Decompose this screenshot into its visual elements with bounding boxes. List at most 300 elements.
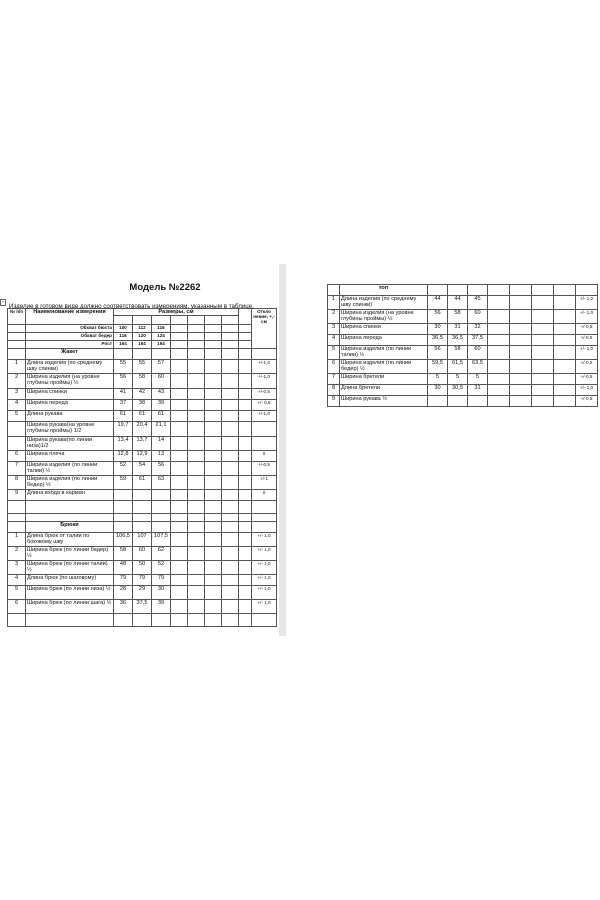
param-label: Рост (26, 341, 114, 349)
size-value: 107 (133, 533, 152, 547)
row-name: Ширина брюк (по линии низа) ½ (26, 586, 114, 600)
size-value: 21,1 (152, 422, 171, 437)
size-value: 36,5 (448, 335, 468, 346)
param-label: Обхват бедер (26, 333, 114, 341)
row-num: 7 (8, 462, 26, 476)
blank-cell (171, 437, 188, 451)
param-blank (239, 333, 252, 341)
measurement-row (8, 374, 277, 389)
blank-cell (171, 514, 188, 522)
measurement-row (328, 385, 598, 396)
blank-cell (188, 600, 205, 614)
size-value: 32 (468, 324, 488, 335)
size-value: 30 (428, 324, 448, 335)
size-value: 60 (133, 547, 152, 561)
section-num (8, 349, 26, 360)
blank-cell (205, 476, 222, 490)
header-blank (114, 316, 133, 325)
blank-cell (554, 296, 576, 310)
blank-cell (239, 514, 252, 522)
row-num: 2 (328, 310, 340, 324)
row-name: Длина рукава (26, 411, 114, 422)
deviation-value (252, 422, 277, 437)
blank-cell (554, 374, 576, 385)
blank-cell (532, 296, 554, 310)
blank-cell (510, 296, 532, 310)
blank-cell (188, 400, 205, 411)
size-value: 55 (133, 360, 152, 374)
section-title: Брюки (26, 522, 114, 533)
measurement-row (328, 374, 598, 385)
size-value: 31 (468, 385, 488, 396)
row-name: Длина входа в карман (26, 490, 114, 501)
blank-cell (222, 389, 239, 400)
size-value: 37,5 (133, 600, 152, 614)
blank-cell (8, 514, 26, 522)
section-blank (205, 349, 222, 360)
blank-cell (171, 400, 188, 411)
size-value: 37 (114, 400, 133, 411)
param-value: 116 (152, 325, 171, 333)
header-blank (205, 316, 222, 325)
blank-cell (239, 561, 252, 575)
measurement-row (8, 586, 277, 600)
param-row (8, 333, 277, 341)
section-blank (222, 349, 239, 360)
section-blank (133, 349, 152, 360)
deviation-value: 0 (252, 451, 277, 462)
param-blank (205, 341, 222, 349)
row-name: Ширина рукава(на уровне глубины проймы) 1/2 (26, 422, 114, 437)
blank-cell (239, 422, 252, 437)
measurement-row (8, 437, 277, 451)
blank-cell (171, 374, 188, 389)
row-num: 1 (328, 296, 340, 310)
blank-cell (205, 614, 222, 627)
size-value: 30 (152, 586, 171, 600)
measurement-row (328, 360, 598, 374)
row-num: 6 (328, 360, 340, 374)
section-blank (171, 522, 188, 533)
deviation-value: +/- 1,0 (576, 346, 598, 360)
size-value: 5 (468, 374, 488, 385)
blank-cell (133, 514, 152, 522)
section-blank (114, 349, 133, 360)
param-num (8, 333, 26, 341)
blank-cell (171, 614, 188, 627)
size-value: 60 (152, 374, 171, 389)
blank-cell (222, 600, 239, 614)
blank-cell (510, 310, 532, 324)
deviation-value: +/- 0,5 (252, 400, 277, 411)
section-blank (152, 349, 171, 360)
measurement-row (8, 451, 277, 462)
blank-cell (171, 547, 188, 561)
deviation-value: +/-0,5 (576, 324, 598, 335)
blank-cell (205, 389, 222, 400)
measurement-row (8, 490, 277, 501)
deviation-value: +/- 1,0 (252, 586, 277, 600)
size-value: 79 (152, 575, 171, 586)
blank-cell (171, 422, 188, 437)
blank-cell (488, 296, 510, 310)
blank-cell (171, 533, 188, 547)
blank-cell (205, 533, 222, 547)
size-value: 58 (448, 346, 468, 360)
size-value (133, 490, 152, 501)
row-num: 6 (8, 600, 26, 614)
blank-cell (222, 437, 239, 451)
measurement-row (8, 411, 277, 422)
row-name: Длина брюк (по шаговому) (26, 575, 114, 586)
row-name: Ширина изделия (на уровне глубины проймы) ½ (340, 310, 428, 324)
param-blank (222, 341, 239, 349)
row-name: Ширина брюк (по линии талии) ½ (26, 561, 114, 575)
row-num: 3 (328, 324, 340, 335)
param-row (8, 341, 277, 349)
param-value: 120 (133, 333, 152, 341)
blank-cell (554, 346, 576, 360)
blank-cell (488, 335, 510, 346)
blank-cell (222, 400, 239, 411)
param-blank (171, 341, 188, 349)
blank-cell (188, 501, 205, 514)
size-value: 39 (152, 400, 171, 411)
blank-cell (188, 451, 205, 462)
page-title: Модель №2262 (129, 282, 201, 293)
blank-cell (188, 575, 205, 586)
param-blank (188, 341, 205, 349)
blank-cell (205, 451, 222, 462)
row-num: 8 (328, 385, 340, 396)
param-blank (205, 325, 222, 333)
deviation-value: +/-0,5 (576, 335, 598, 346)
blank-cell (222, 451, 239, 462)
row-num: 9 (328, 396, 340, 407)
deviation-value: +/- 1,0 (252, 533, 277, 547)
section-blank (532, 285, 554, 296)
blank-cell (239, 451, 252, 462)
section-num (328, 285, 340, 296)
size-value: 59 (114, 476, 133, 490)
size-value: 56 (114, 374, 133, 389)
blank-cell (188, 422, 205, 437)
blank-cell (252, 614, 277, 627)
row-num: 7 (328, 374, 340, 385)
section-blank (133, 522, 152, 533)
size-value: 57 (152, 360, 171, 374)
section-blank (488, 285, 510, 296)
blank-cell (171, 451, 188, 462)
blank-cell (205, 547, 222, 561)
blank-cell (188, 561, 205, 575)
size-value (152, 490, 171, 501)
blank-cell (171, 389, 188, 400)
blank-cell (171, 600, 188, 614)
blank-cell (26, 614, 114, 627)
section-blank (114, 522, 133, 533)
size-value: 62 (152, 547, 171, 561)
blank-cell (205, 360, 222, 374)
row-name: Длина изделия (по среднему шву спинки) (26, 360, 114, 374)
blank-cell (532, 396, 554, 407)
deviation-value: +/-0,5 (576, 396, 598, 407)
blank-cell (239, 547, 252, 561)
param-value: 116 (114, 333, 133, 341)
size-value: 36 (114, 600, 133, 614)
size-value: 61 (114, 411, 133, 422)
deviation-value: +/- 1,0 (252, 575, 277, 586)
deviation-value: +/-0,5 (252, 389, 277, 400)
blank-cell (222, 422, 239, 437)
size-value: 79 (114, 575, 133, 586)
measurement-row (8, 600, 277, 614)
spacer-row (8, 614, 277, 627)
size-value: 61 (152, 411, 171, 422)
row-name: Ширина переда (340, 335, 428, 346)
row-name: Ширина спинки (340, 324, 428, 335)
blank-cell (252, 501, 277, 514)
blank-cell (532, 385, 554, 396)
section-num (8, 522, 26, 533)
blank-cell (188, 490, 205, 501)
param-blank (222, 333, 239, 341)
size-value: 61,5 (448, 360, 468, 374)
jacket-pants-size-table (7, 308, 277, 627)
row-num: 9 (8, 490, 26, 501)
size-value: 12,8 (114, 451, 133, 462)
row-num: 3 (8, 389, 26, 400)
row-num: 4 (328, 335, 340, 346)
size-value: 56 (428, 346, 448, 360)
blank-cell (8, 501, 26, 514)
blank-cell (510, 374, 532, 385)
blank-cell (554, 360, 576, 374)
size-value: 58 (448, 310, 468, 324)
blank-cell (222, 575, 239, 586)
size-value: 31 (448, 324, 468, 335)
section-row (328, 285, 598, 296)
param-value: 112 (133, 325, 152, 333)
measurement-row (328, 324, 598, 335)
param-num (8, 341, 26, 349)
size-value: 79 (133, 575, 152, 586)
size-value: 58 (133, 374, 152, 389)
size-value: 13 (152, 451, 171, 462)
row-num: 3 (8, 561, 26, 575)
row-name: Ширина изделия (на уровне глубины проймы) ½ (26, 374, 114, 389)
param-blank (239, 325, 252, 333)
blank-cell (239, 374, 252, 389)
section-blank (188, 522, 205, 533)
blank-cell (188, 411, 205, 422)
blank-cell (239, 462, 252, 476)
blank-cell (239, 476, 252, 490)
blank-cell (152, 614, 171, 627)
blank-cell (152, 501, 171, 514)
section-blank (152, 522, 171, 533)
size-value: 56 (152, 462, 171, 476)
blank-cell (188, 360, 205, 374)
blank-cell (222, 490, 239, 501)
blank-cell (222, 411, 239, 422)
blank-cell (171, 360, 188, 374)
blank-cell (239, 411, 252, 422)
top-size-table (327, 284, 598, 407)
header-num: № п/п (8, 309, 26, 325)
blank-cell (205, 422, 222, 437)
param-blank (188, 333, 205, 341)
blank-cell (222, 561, 239, 575)
size-value: 28 (114, 586, 133, 600)
blank-cell (114, 614, 133, 627)
row-num: 5 (328, 346, 340, 360)
measurement-row (8, 476, 277, 490)
blank-cell (532, 324, 554, 335)
section-row (8, 349, 277, 360)
blank-cell (239, 575, 252, 586)
size-value: 43 (152, 389, 171, 400)
size-value: 30,5 (448, 385, 468, 396)
deviation-value: +/- 1,0 (576, 385, 598, 396)
blank-cell (133, 501, 152, 514)
header-blank (188, 316, 205, 325)
size-value: 12,9 (133, 451, 152, 462)
size-value: 59,5 (428, 360, 448, 374)
size-value: 5 (448, 374, 468, 385)
spacer-row (8, 514, 277, 522)
blank-cell (205, 586, 222, 600)
size-value: 20,4 (133, 422, 152, 437)
blank-cell (188, 586, 205, 600)
section-blank (239, 522, 252, 533)
blank-cell (239, 437, 252, 451)
blank-cell (510, 335, 532, 346)
row-name: Ширина брюк (по линии бедер) ½ (26, 547, 114, 561)
section-blank (252, 349, 277, 360)
blank-cell (554, 335, 576, 346)
deviation-value: +/-1,0 (252, 360, 277, 374)
blank-cell (222, 614, 239, 627)
deviation-value: +/-0,5 (576, 360, 598, 374)
size-value: 63,5 (468, 360, 488, 374)
blank-cell (188, 389, 205, 400)
blank-cell (554, 396, 576, 407)
row-name: Длина брюк от талии по боковому шву (26, 533, 114, 547)
blank-cell (239, 533, 252, 547)
blank-cell (188, 437, 205, 451)
blank-cell (205, 400, 222, 411)
blank-cell (239, 586, 252, 600)
section-blank (222, 522, 239, 533)
deviation-value: +/- 1,0 (252, 561, 277, 575)
blank-cell (188, 547, 205, 561)
size-value: 38 (133, 400, 152, 411)
blank-cell (510, 396, 532, 407)
blank-cell (222, 533, 239, 547)
blank-cell (114, 501, 133, 514)
size-value: 5 (428, 374, 448, 385)
size-value: 50 (133, 561, 152, 575)
section-blank (239, 349, 252, 360)
blank-cell (171, 575, 188, 586)
section-blank (171, 349, 188, 360)
section-blank (468, 285, 488, 296)
blank-cell (532, 360, 554, 374)
measurement-row (8, 561, 277, 575)
blank-cell (532, 310, 554, 324)
blank-cell (488, 346, 510, 360)
size-value: 52 (114, 462, 133, 476)
row-name: Длина изделия (по среднему шву спинки) (340, 296, 428, 310)
row-name: Ширина изделия (по линии бедер) ½ (26, 476, 114, 490)
row-num (8, 437, 26, 451)
size-value: 13,4 (114, 437, 133, 451)
size-value: 14 (152, 437, 171, 451)
header-blank (222, 316, 239, 325)
header-name: Наименование измерения (26, 309, 114, 325)
left-table-body (8, 309, 277, 627)
size-value: 60 (468, 310, 488, 324)
size-value: 19,7 (114, 422, 133, 437)
blank-cell (205, 462, 222, 476)
deviation-value: +/- 1,0 (252, 600, 277, 614)
size-value: 61 (133, 411, 152, 422)
header-row (8, 309, 277, 316)
blank-cell (171, 490, 188, 501)
row-name: Ширина изделия (по линии бедер) ½ (340, 360, 428, 374)
deviation-value: 0 (252, 490, 277, 501)
blank-cell (222, 501, 239, 514)
row-name: Ширина переда (26, 400, 114, 411)
row-num: 1 (8, 533, 26, 547)
blank-cell (222, 476, 239, 490)
param-value: 100 (114, 325, 133, 333)
measurement-row (8, 422, 277, 437)
section-blank (554, 285, 576, 296)
row-name: Ширина рукава(по линии низа)1/2 (26, 437, 114, 451)
blank-cell (488, 324, 510, 335)
param-blank (222, 325, 239, 333)
measurement-row (328, 310, 598, 324)
section-blank (428, 285, 448, 296)
row-num: 4 (8, 575, 26, 586)
blank-cell (205, 437, 222, 451)
row-name: Ширина изделия (по линии талии) ½ (340, 346, 428, 360)
header-blank (152, 316, 171, 325)
size-value: 63 (152, 476, 171, 490)
size-value: 52 (152, 561, 171, 575)
blank-cell (252, 514, 277, 522)
param-value: 164 (114, 341, 133, 349)
blank-cell (188, 476, 205, 490)
blank-cell (188, 614, 205, 627)
row-name: Ширина плеча (26, 451, 114, 462)
section-blank (252, 522, 277, 533)
size-value (428, 396, 448, 407)
page-separator (279, 264, 286, 636)
section-blank (510, 285, 532, 296)
blank-cell (205, 501, 222, 514)
section-blank (576, 285, 598, 296)
deviation-value: +/-1 (252, 476, 277, 490)
row-num: 1 (8, 360, 26, 374)
measurement-row (8, 462, 277, 476)
size-value (114, 490, 133, 501)
blank-cell (205, 411, 222, 422)
blank-cell (532, 374, 554, 385)
size-value: 58 (114, 547, 133, 561)
